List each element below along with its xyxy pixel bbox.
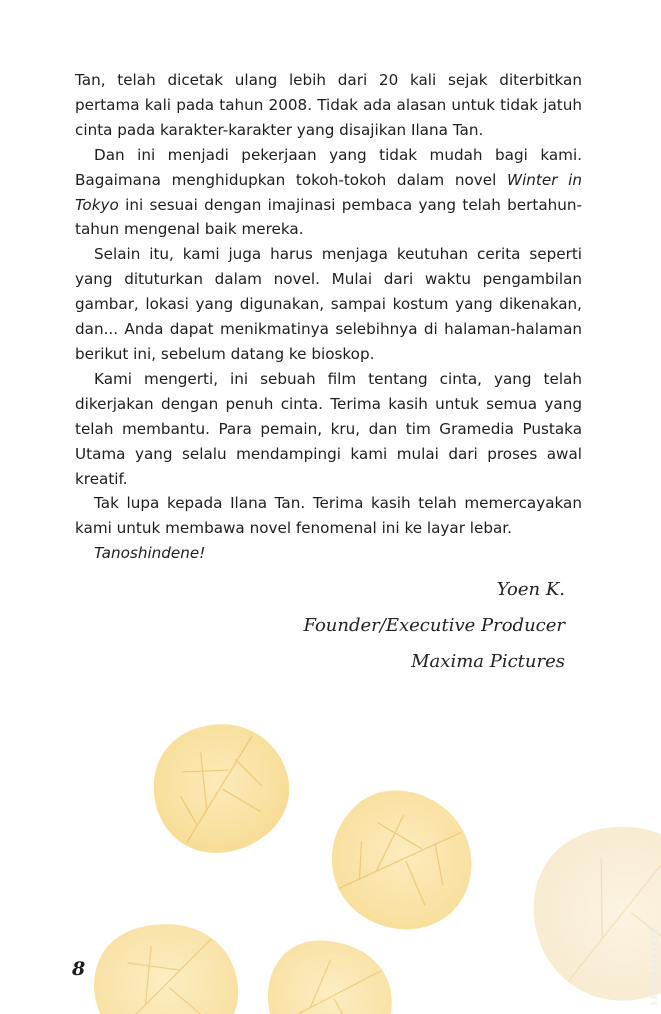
leaf-icon — [86, 914, 246, 1014]
signature-company: Maxima Pictures — [411, 651, 565, 672]
leaf-icon — [136, 704, 306, 871]
page-number: 8 — [72, 958, 86, 980]
paragraph-1: Tan, telah dicetak ulang lebih dari 20 kali sejak diterbitkan pertama kali pada tahun 2008. Tidak ada alasan untuk tidak jatuh cinta pada karakter-karakter yang disajikan Ilana Tan. — [75, 71, 582, 139]
leaf-icon — [518, 809, 661, 1014]
body-text — [75, 68, 582, 566]
signature-name: Yoen K. — [496, 579, 565, 600]
novel-title: Winter in Tokyo — [75, 170, 582, 214]
paragraph-4: Kami mengerti, ini sebuah film tentang cinta, yang telah dikerjakan dengan penuh cinta. Terima kasih untuk semua yang telah membantu. Para pemain, kru, dan tim Gramedia Pustaka Utama yang selalu mendampingi kami mulai dari proses awal kreatif. — [75, 369, 582, 488]
paragraph-2 — [75, 143, 582, 243]
paragraph-2-start: Dan ini menjadi pekerjaan yang tidak mudah bagi kami. Bagaimana menghidupkan tokoh-tokoh dalam novel — [75, 145, 582, 189]
closing-line: Tanoshindene! — [94, 544, 206, 563]
leaf-icon — [258, 932, 401, 1014]
side-watermark — [651, 930, 657, 1008]
leaf-icon — [316, 776, 487, 944]
signature-block — [303, 572, 565, 680]
paragraph-3: Selain itu, kami juga harus menjaga keutuhan cerita seperti yang dituturkan dalam novel. Mulai dari waktu pengambilan gambar, lokasi yang digunakan, sampai kostum yang dikenakan, dan... Anda dapat menikmatinya selebihnya di halaman-halaman berikut ini, sebelum datang ke bioskop. — [75, 245, 582, 363]
paragraph-2-end: ini sesuai dengan imajinasi pembaca yang telah bertahun-tahun mengenal baik mereka. — [75, 195, 582, 239]
signature-role: Founder/Executive Producer — [303, 615, 565, 636]
leaf-illustration — [0, 700, 661, 1014]
paragraph-5: Tak lupa kepada Ilana Tan. Terima kasih telah memercayakan kami untuk membawa novel fenomenal ini ke layar lebar. — [75, 494, 582, 538]
